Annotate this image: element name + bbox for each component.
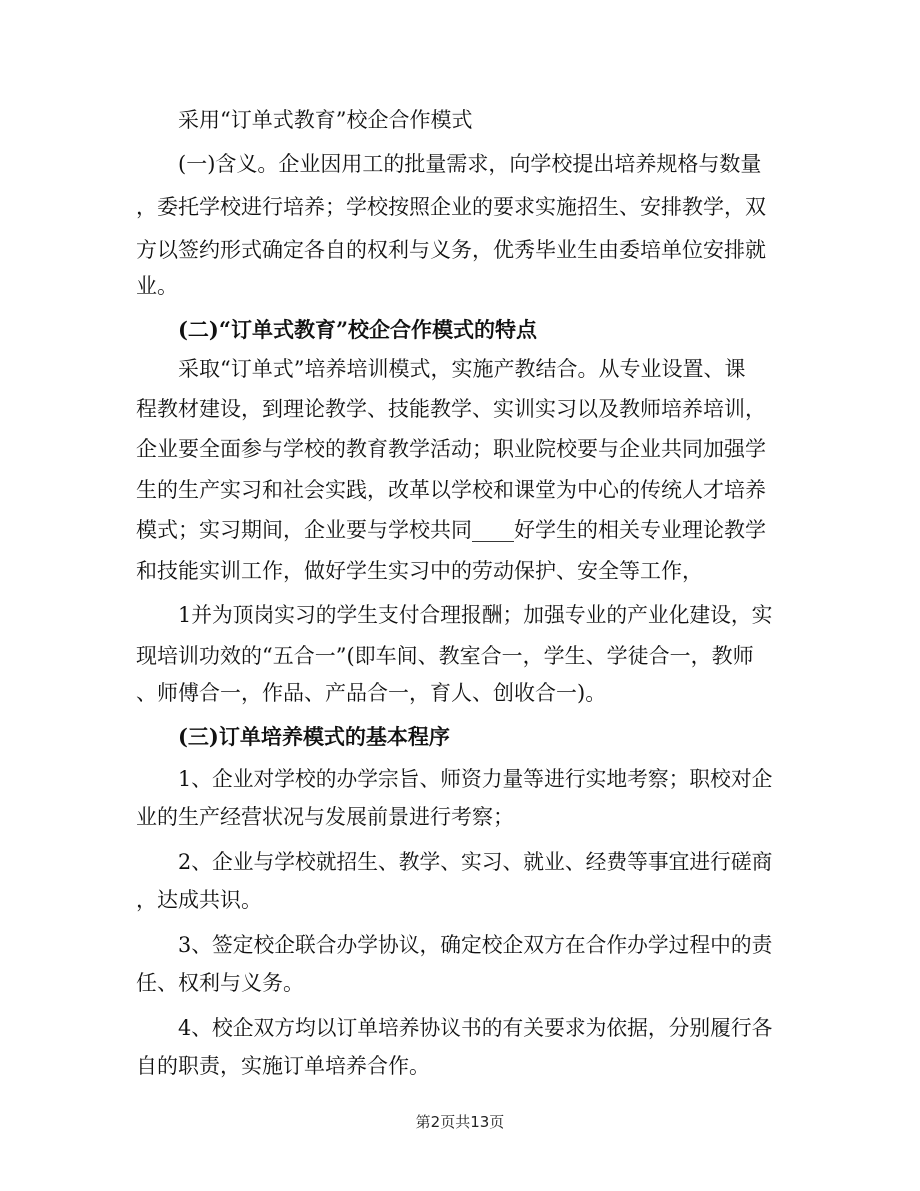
page-number-footer: 第2页共13页 bbox=[415, 1113, 505, 1131]
paragraph-line: 现培训功效的“五合一”(即车间、教室合一，学生、学徒合一，教师 bbox=[136, 644, 754, 668]
list-item-line: 4、校企双方均以订单培养协议书的有关要求为依据，分别履行各 bbox=[178, 1016, 773, 1040]
list-item-line: 业的生产经营状况与发展前景进行考察； bbox=[136, 805, 514, 829]
paragraph-line: 程教材建设，到理论教学、技能教学、实训实习以及教师培养培训， bbox=[136, 397, 766, 421]
list-item-line: 2、企业与学校就招生、教学、实习、就业、经费等事宜进行磋商 bbox=[178, 850, 773, 874]
paragraph-line: 生的生产实习和社会实践，改革以学校和课堂为中心的传统人才培养 bbox=[136, 478, 766, 502]
paragraph-line: ，委托学校进行培养；学校按照企业的要求实施招生、安排教学，双 bbox=[136, 195, 766, 219]
section-2-title: (二)“订单式教育”校企合作模式的特点 bbox=[178, 317, 538, 342]
paragraph-line: 、师傅合一，作品、产品合一，育人、创收合一)。 bbox=[136, 681, 607, 705]
paragraph-line: (一)含义。企业因用工的批量需求，向学校提出培养规格与数量 bbox=[178, 152, 762, 176]
list-item-line: ，达成共识。 bbox=[136, 888, 262, 912]
paragraph-line: 1并为顶岗实习的学生支付合理报酬；加强专业的产业化建设，实 bbox=[178, 603, 773, 627]
doc-heading: 采用“订单式教育”校企合作模式 bbox=[178, 108, 473, 132]
paragraph-line: 模式；实习期间，企业要与学校共同____好学生的相关专业理论教学 bbox=[136, 518, 766, 542]
paragraph-line: 采取“订单式”培养培训模式，实施产教结合。从专业设置、课 bbox=[178, 357, 746, 381]
paragraph-line: 和技能实训工作，做好学生实习中的劳动保护、安全等工作， bbox=[136, 559, 703, 583]
list-item-line: 3、签定校企联合办学协议，确定校企双方在合作办学过程中的责 bbox=[178, 933, 773, 957]
paragraph-line: 方以签约形式确定各自的权利与义务，优秀毕业生由委培单位安排就 bbox=[136, 238, 766, 262]
paragraph-line: 业。 bbox=[136, 274, 178, 298]
section-3-title: (三)订单培养模式的基本程序 bbox=[178, 724, 450, 749]
list-item-line: 任、权利与义务。 bbox=[136, 971, 304, 995]
list-item-line: 1、企业对学校的办学宗旨、师资力量等进行实地考察；职校对企 bbox=[178, 767, 773, 791]
paragraph-line: 企业要全面参与学校的教育教学活动；职业院校要与企业共同加强学 bbox=[136, 437, 766, 461]
list-item-line: 自的职责，实施订单培养合作。 bbox=[136, 1054, 430, 1078]
